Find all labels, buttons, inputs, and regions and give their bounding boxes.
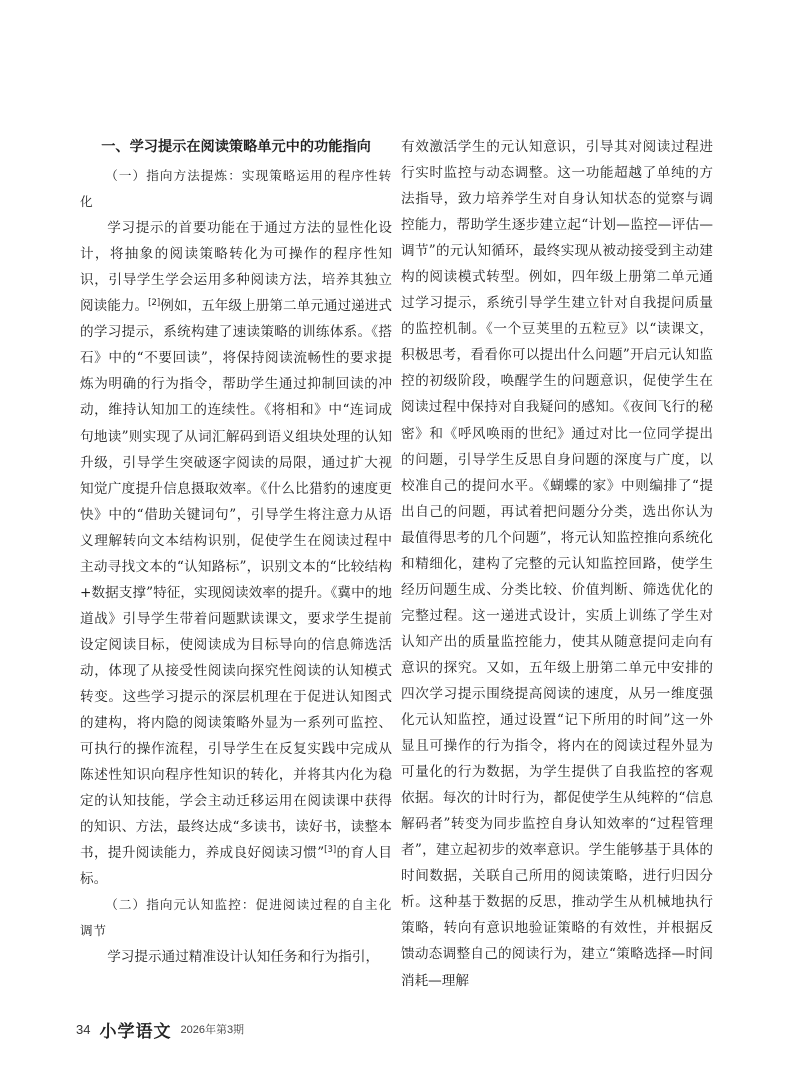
- journal-logo: 小学语文: [99, 1021, 172, 1042]
- left-column: [80, 134, 392, 971]
- paragraph-text: 学习提示的首要功能在于通过方法的显性化设计，将抽象的阅读策略转化为可操作的程序性知识，引导学生学会运用多种阅读方法，培养其独立阅读能力。: [80, 220, 392, 315]
- citation-2: [2]: [148, 298, 161, 309]
- page-number: 34: [76, 1021, 91, 1037]
- right-column: [401, 134, 713, 994]
- subhead-one: （一）指向方法提炼：实现策略运用的程序性转化: [80, 168, 392, 210]
- section-title: 一、学习提示在阅读策略单元中的功能指向: [101, 139, 371, 155]
- paragraph-method: [80, 215, 392, 892]
- paragraph-text: 的育人目标。: [80, 845, 392, 888]
- page-footer: [76, 1017, 244, 1041]
- subhead-two: （二）指向元认知监控：促进阅读过程的自主化调节: [80, 897, 392, 939]
- paragraph-metacognition-start: 学习提示通过精准设计认知任务和行为指引，: [107, 949, 380, 966]
- paragraph-text: 例如，五年级上册第二单元通过递进式的学习提示，系统构建了速读策略的训练体系。《搭石》中的“不要回读”，将保持阅读流畅性的要求提炼为明确的行为指令，帮助学生通过抑制回读的冲动，维持认知加工的连续性。《将相和》中“连词成句地读”则实现了从词汇解码到语义组块处理的认知升级，引导学生突破逐字阅读的局限，通过扩大视知觉广度提升信息摄取效率。《什么比猎豹的速度更快》中的“借助关键词句”，引导学生将注意力从语义理解转向文本结构识别，促使学生在阅读过程中主动寻找文本的“认知路标”，识别文本的“比较结构+数据支撑”特征，实现阅读效率的提升。《冀中的地道战》引导学生带着问题默读课文，要求学生提前设定阅读目标，使阅读成为目标导向的信息筛选活动，体现了从接受性阅读向探究性阅读的认知模式转变。这些学习提示的深层机理在于促进认知图式的建构，将内隐的阅读策略外显为一系列可监控、可执行的操作流程，引导学生在反复实践中完成从陈述性知识向程序性知识的转化，并将其内化为稳定的认知技能，学会主动迁移运用在阅读课中获得的知识、方法，最终达成“多读书，读好书，读整本书，提升阅读能力，养成良好阅读习惯”: [80, 298, 392, 862]
- paragraph-metacognition-cont: 有效激活学生的元认知意识，引导其对阅读过程进行实时监控与动态调整。这一功能超越了单纯的方法指导，致力培养学生对自身认知状态的觉察与调控能力，帮助学生逐步建立起“计划—监控—评估—调节”的元认知循环，最终实现从被动接受到主动建构的阅读模式转型。例如，四年级上册第二单元通过学习提示，系统引导学生建立针对自我提问质量的监控机制。《一个豆荚里的五粒豆》以“读课文，积极思考，看看你可以提出什么问题”开启元认知监控的初级阶段，唤醒学生的问题意识，促使学生在阅读过程中保持对自我疑问的感知。《夜间飞行的秘密》和《呼风唤雨的世纪》通过对比一位同学提出的问题，引导学生反思自身问题的深度与广度，以校准自己的提问水平。《蝴蝶的家》中则编排了“提出自己的问题，再试着把问题分分类，选出你认为最值得思考的几个问题”，将元认知监控推向系统化和精细化，建构了完整的元认知监控回路，使学生经历问题生成、分类比较、价值判断、筛选优化的完整过程。这一递进式设计，实质上训练了学生对认知产出的质量监控能力，使其从随意提问走向有意识的探究。又如，五年级上册第二单元中安排的四次学习提示围绕提高阅读的速度，从另一维度强化元认知监控，通过设置“记下所用的时间”这一外显且可操作的行为指令，将内在的阅读过程外显为可量化的行为数据，为学生提供了自我监控的客观依据。每次的计时行为，都促使学生从纯粹的“信息解码者”转变为同步监控自身认知效率的“过程管理者”，建立起初步的效率意识。学生能够基于具体的时间数据，关联自己所用的阅读策略，进行归因分析。这种基于数据的反思，推动学生从机械地执行策略，转向有意识地验证策略的有效性，并根据反馈动态调整自己的阅读行为，建立“策略选择—时间消耗—理解: [401, 139, 713, 989]
- citation-3: [3]: [324, 845, 337, 856]
- issue-label: 2026年第3期: [180, 1024, 245, 1036]
